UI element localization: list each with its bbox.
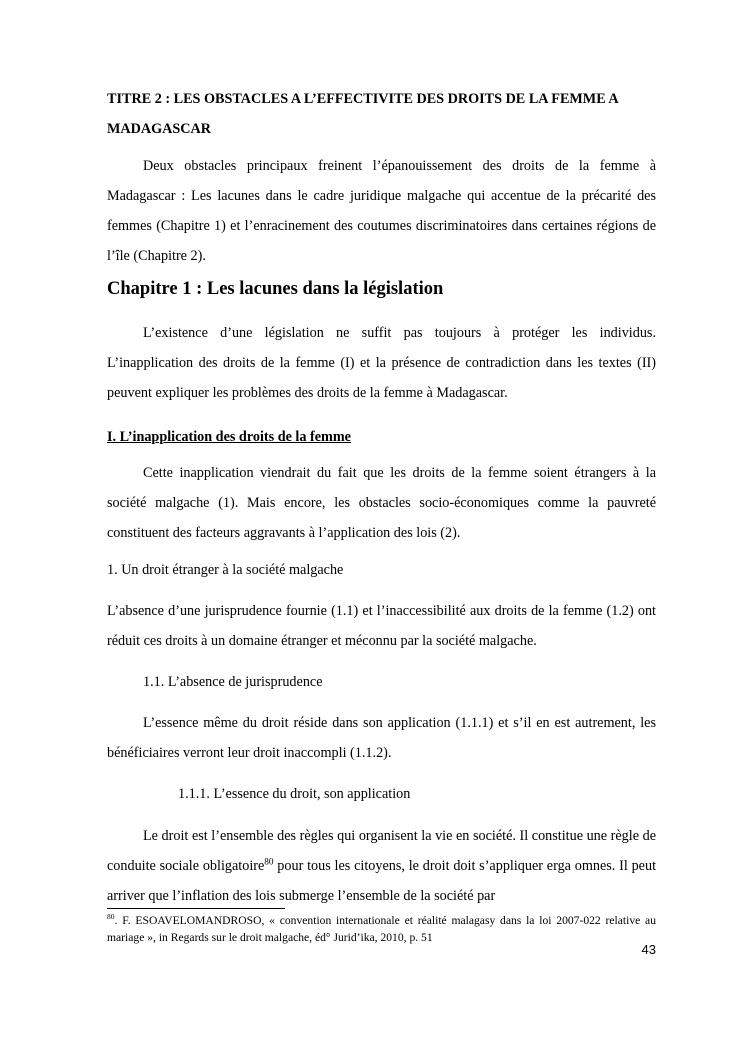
section-paragraph: Cette inapplication viendrait du fait que les droits de la femme soient étrangers à la société malgache (1). Mais encore, les obstacles socio-économiques comme la pauvreté constituent des facteurs aggravants à l’application des lois (2).	[107, 465, 656, 541]
subsection-paragraph: L’absence d’une jurisprudence fournie (1.1) et l’inaccessibilité aux droits de la femme (1.2) ont réduit ces droits à un domaine étranger et méconnu par la société malgache.	[107, 603, 656, 649]
subsection-heading: 1. Un droit étranger à la société malgache	[107, 562, 344, 578]
sub2-heading: 1.1. L’absence de jurisprudence	[143, 674, 323, 690]
part-title: TITRE 2 : LES OBSTACLES A L’EFFECTIVITE DES DROITS DE LA FEMME A MADAGASCAR	[107, 91, 618, 137]
final-paragraph-text-before: Le droit est l’ensemble des règles qui organisent la vie en société. Il constitue une règle de conduite sociale obligatoire	[107, 828, 656, 874]
footnote-text: . F. ESOAVELOMANDROSO, « convention internationale et réalité malagasy dans la loi 2007-022 relative au mariage », in Regards sur le droit malgache, éd° Jurid’ika, 2010, p. 51	[107, 914, 656, 944]
footnote-number: 80	[107, 912, 115, 922]
final-paragraph	[107, 821, 656, 911]
sub3-heading: 1.1.1. L’essence du droit, son application	[178, 786, 411, 802]
sub2-paragraph: L’essence même du droit réside dans son application (1.1.1) et s’il en est autrement, les bénéficiaires verront leur droit inaccompli (1.1.2).	[107, 715, 656, 761]
page-number: 43	[641, 942, 656, 957]
chapter-paragraph: L’existence d’une législation ne suffit pas toujours à protéger les individus. L’inapplication des droits de la femme (I) et la présence de contradiction dans les textes (II) peuvent expliquer les problèmes des droits de la femme à Madagascar.	[107, 325, 656, 401]
chapter-heading: Chapitre 1 : Les lacunes dans la législation	[107, 279, 444, 299]
footnote-divider	[107, 908, 285, 909]
intro-paragraph: Deux obstacles principaux freinent l’épanouissement des droits de la femme à Madagascar : Les lacunes dans le cadre juridique malgache qui accentue de la précarité des femmes (Chapitre 1) et l’enracinement des coutumes discriminatoires dans certaines régions de l’île (Chapitre 2).	[107, 158, 656, 264]
footnote-reference[interactable]: 80	[264, 856, 274, 867]
section-heading: I. L’inapplication des droits de la femme	[107, 429, 351, 445]
footnote	[107, 912, 656, 946]
final-paragraph-text-after: pour tous les citoyens, le droit doit s’appliquer erga omnes. Il peut arriver que l’inflation des lois submerge l’ensemble de la société par	[107, 858, 657, 904]
